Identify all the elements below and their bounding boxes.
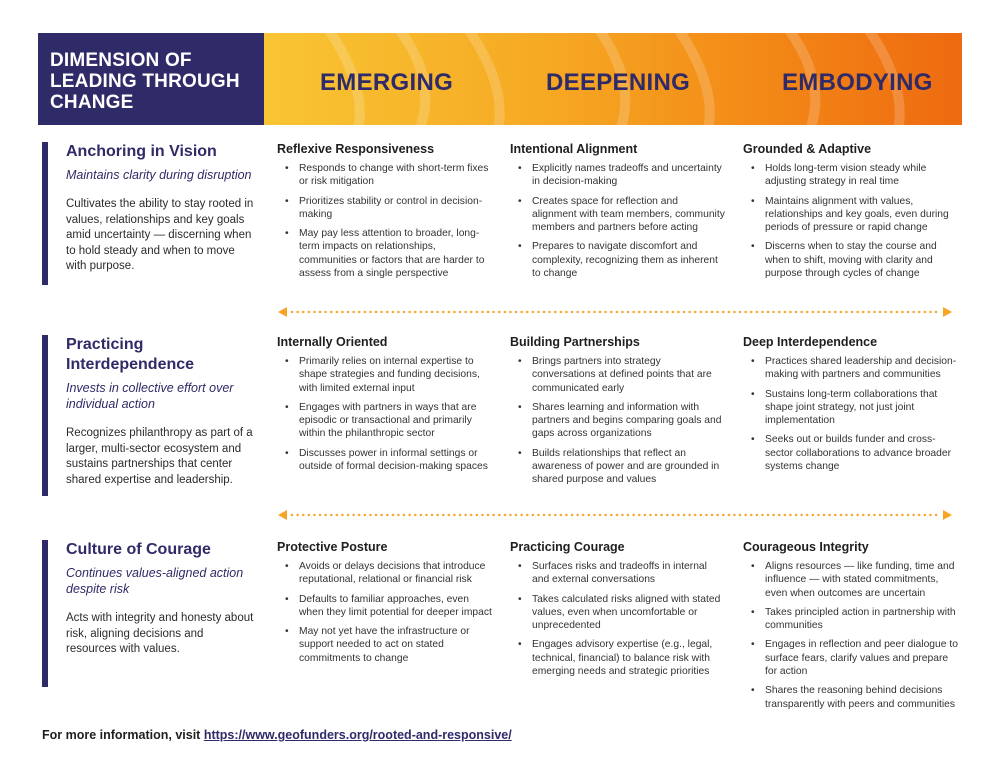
cell-emerging (277, 142, 492, 286)
cell-title: Reflexive Responsiveness (277, 142, 435, 156)
bullet-item: • Seeks out or builds funder and cross-sector collaborations to advance broader systems change (743, 433, 958, 473)
bullet-list (510, 560, 725, 678)
bullet-list (277, 355, 492, 473)
bullet-item: • Aligns resources — like funding, time and influence — with stated commitments, even when outcomes are uncertain (743, 560, 958, 600)
row-accent-bar (42, 142, 48, 285)
bullet-list (510, 355, 725, 487)
bullet-list (510, 162, 725, 280)
bullet-item: • Responds to change with short-term fixes or risk mitigation (277, 162, 492, 189)
dimension-name: Culture of Courage (66, 541, 211, 558)
bullet-item: • Surfaces risks and tradeoffs in internal and external conversations (510, 560, 725, 587)
dimension-title: DIMENSION OF LEADING THROUGH CHANGE (38, 33, 264, 125)
cell-title: Deep Interdependence (743, 335, 878, 349)
dimension-description: Acts with integrity and honesty about risk, aligning decisions and resources with values. (66, 612, 254, 655)
row-anchoring-in-vision (38, 142, 962, 302)
stage-embodying: EMBODYING (782, 69, 933, 96)
dimension-cell (66, 335, 256, 488)
cell-emerging (277, 540, 492, 671)
bullet-item: • Sustains long-term collaborations that shape joint strategy, not just joint implementation (743, 388, 958, 428)
row-practicing-interdependence (38, 335, 962, 500)
dimension-subtitle: Invests in collective effort over individual action (66, 381, 234, 411)
cell-title: Grounded & Adaptive (743, 142, 872, 156)
bullet-list (743, 355, 958, 473)
dimension-subtitle: Maintains clarity during disruption (66, 168, 252, 182)
bullet-item: • Takes calculated risks aligned with stated values, even when uncomfortable or unprecedented (510, 593, 725, 633)
footer (42, 728, 512, 742)
bullet-item: • Takes principled action in partnership with communities (743, 606, 958, 633)
header-band (38, 33, 962, 125)
cell-embodying (743, 142, 958, 286)
bullet-item: • Prioritizes stability or control in decision-making (277, 195, 492, 222)
dimension-cell (66, 142, 256, 275)
bullet-item: • Builds relationships that reflect an awareness of power and are grounded in shared purpose and values (510, 447, 725, 487)
bullet-item: • Engages with partners in ways that are episodic or transactional and primarily within the philanthropic sector (277, 401, 492, 441)
cell-emerging (277, 335, 492, 479)
progression-arrow (278, 306, 952, 318)
dimension-name: Practicing Interdependence (66, 336, 195, 373)
bullet-item: • Discerns when to stay the course and when to shift, moving with clarity and purpose through cycles of change (743, 240, 958, 280)
stage-deepening: DEEPENING (546, 69, 691, 96)
cell-deepening (510, 540, 725, 684)
dimension-description: Recognizes philanthropy as part of a larger, multi-sector ecosystem and sustains partnerships that center shared expertise and leadership. (66, 427, 253, 486)
cell-title: Building Partnerships (510, 335, 640, 349)
dimension-subtitle: Continues values-aligned action despite risk (66, 566, 244, 596)
bullet-item: • May not yet have the infrastructure or support needed to act on stated commitments to change (277, 625, 492, 665)
bullet-item: • Maintains alignment with values, relationships and key goals, even during periods of pressure or rapid change (743, 195, 958, 235)
cell-title: Practicing Courage (510, 540, 625, 554)
bullet-item: • Discusses power in informal settings or outside of formal decision-making spaces (277, 447, 492, 474)
bullet-item: • Practices shared leadership and decision-making with partners and communities (743, 355, 958, 382)
bullet-list (277, 560, 492, 665)
dimension-cell (66, 540, 256, 658)
cell-deepening (510, 335, 725, 493)
cell-embodying (743, 540, 958, 717)
stage-gradient-band (264, 33, 962, 125)
bullet-item: • Shares learning and information with partners and begins comparing goals and gaps across organizations (510, 401, 725, 441)
bullet-item: • Defaults to familiar approaches, even when they limit potential for deeper impact (277, 593, 492, 620)
row-accent-bar (42, 540, 48, 687)
cell-title: Courageous Integrity (743, 540, 869, 554)
cell-embodying (743, 335, 958, 479)
bullet-item: • Primarily relies on internal expertise to shape strategies and funding decisions, with limited external input (277, 355, 492, 395)
bullet-item: • Shares the reasoning behind decisions transparently with peers and communities (743, 684, 958, 711)
bullet-item: • Prepares to navigate discomfort and complexity, recognizing them as inherent to change (510, 240, 725, 280)
bullet-item: • May pay less attention to broader, long-term impacts on relationships, communities or factors that are harder to assess from a single perspective (277, 227, 492, 280)
bullet-item: • Creates space for reflection and alignment with team members, community members and partners before acting (510, 195, 725, 235)
row-culture-of-courage (38, 540, 962, 710)
bullet-item: • Holds long-term vision steady while adjusting strategy in real time (743, 162, 958, 189)
bullet-list (743, 162, 958, 280)
more-info-link[interactable]: https://www.geofunders.org/rooted-and-responsive/ (203, 728, 512, 742)
cell-title: Intentional Alignment (510, 142, 638, 156)
cell-title: Protective Posture (277, 540, 388, 554)
bullet-list (277, 162, 492, 280)
progression-arrow (278, 509, 952, 521)
dimension-name: Anchoring in Vision (66, 143, 217, 160)
dimension-description: Cultivates the ability to stay rooted in values, relationships and key goals amid uncertainty — discerning when to hold steady and when to move with purpose. (66, 198, 254, 272)
cell-deepening (510, 142, 725, 286)
row-accent-bar (42, 335, 48, 496)
stage-emerging: EMERGING (320, 69, 454, 96)
bullet-item: • Brings partners into strategy conversations at defined points that are communicated early (510, 355, 725, 395)
cell-title: Internally Oriented (277, 335, 388, 349)
bullet-item: • Avoids or delays decisions that introduce reputational, relational or financial risk (277, 560, 492, 587)
bullet-list (743, 560, 958, 711)
bullet-item: • Engages advisory expertise (e.g., legal, technical, financial) to balance risk with emerging needs and strategic priorities (510, 638, 725, 678)
footer-prefix: For more information, visit (42, 728, 204, 742)
bullet-item: • Explicitly names tradeoffs and uncertainty in decision-making (510, 162, 725, 189)
bullet-item: • Engages in reflection and peer dialogue to surface fears, clarify values and prepare for action (743, 638, 958, 678)
